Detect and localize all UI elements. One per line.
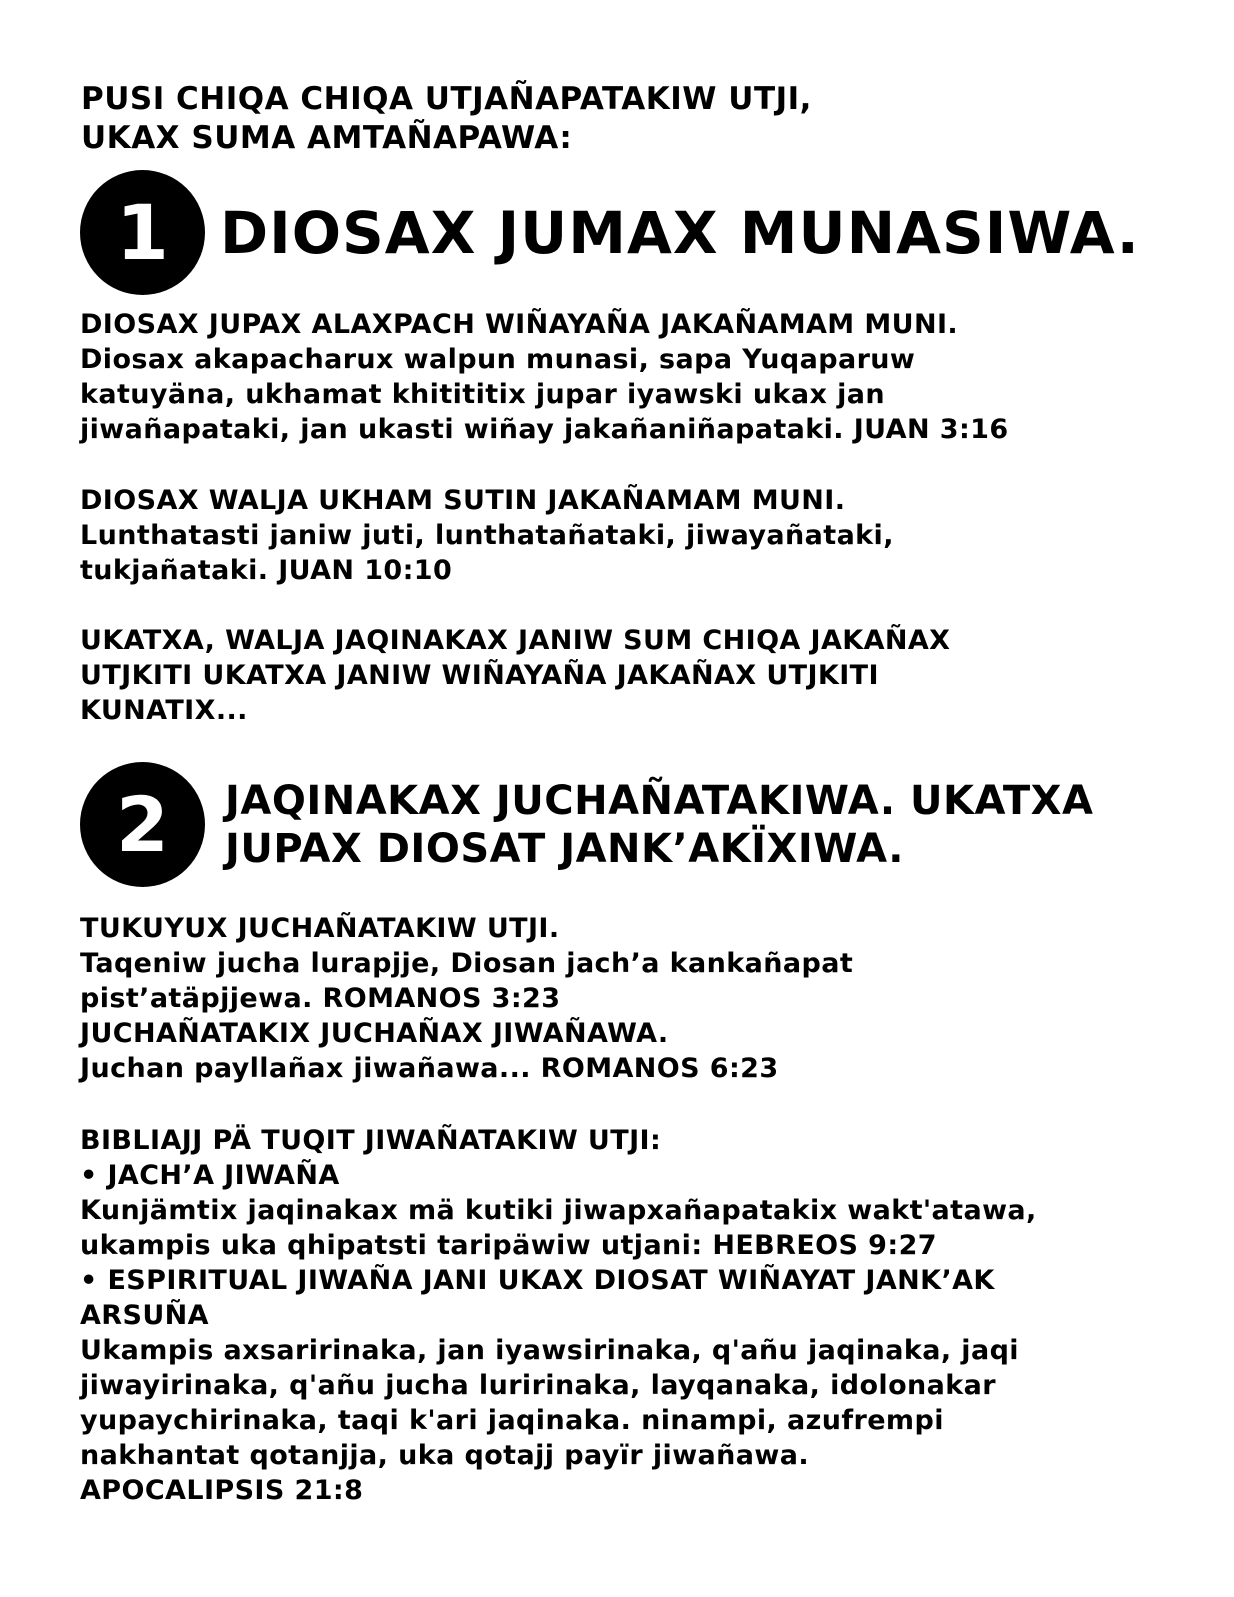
verse-heading: DIOSAX JUPAX ALAXPACH WIÑAYAÑA JAKAÑAMAM MUNI. [80,309,959,340]
verse-block-juan-3-16 [80,307,1180,447]
verse-text-line: Kunjämtix jaqinakax mä kutiki jiwapxañapatakix wakt'atawa, [80,1195,1037,1226]
verse-heading: TUKUYUX JUCHAÑATAKIW UTJI. [80,913,560,944]
point-2-header [80,762,1093,887]
point-1-title: DIOSAX JUMAX MUNASIWA. [220,198,1140,267]
verse-text-line: jiwayirinaka, q'añu jucha luririnaka, layqanaka, idolonakar [80,1370,996,1401]
verse-text-line: yupaychirinaka, taqi k'ari jaqinaka. ninampi, azufrempi [80,1405,944,1436]
intro-line: PUSI CHIQA CHIQA UTJAÑAPATAKIW UTJI, [81,81,812,117]
verse-text-line: jiwañapataki, jan ukasti wiñay jakañaniñapataki. JUAN 3:16 [80,414,1009,445]
verse-text-line: Ukampis axsaririnaka, jan iyawsirinaka, q'añu jaqinaka, jaqi [80,1335,1019,1366]
number-badge-2: 2 [80,762,205,887]
verse-text-line: pist’atäpjjewa. ROMANOS 3:23 [80,983,561,1014]
transition-paragraph [80,623,1180,728]
verse-text-line: Diosax akapacharux walpun munasi, sapa Yuqaparuw [80,344,916,375]
bullet-heading: • ESPIRITUAL JIWAÑA JANI UKAX DIOSAT WIÑAYAT JANK’AK [80,1265,995,1296]
verse-reference: APOCALIPSIS 21:8 [80,1475,364,1506]
verse-text-line: tukjañataki. JUAN 10:10 [80,555,453,586]
point-2-title [225,777,1093,873]
verse-block-romanos [80,911,1180,1086]
verse-text-line: Juchan payllañax jiwañawa... ROMANOS 6:23 [80,1053,779,1084]
number-badge-1: 1 [80,170,205,295]
verse-text-line: Taqeniw jucha lurapjje, Diosan jach’a kankañapat [80,948,854,979]
verse-block-two-deaths [80,1123,1180,1508]
intro-heading [81,80,1161,158]
bullet-heading: ARSUÑA [80,1300,209,1331]
verse-text-line: katuyäna, ukhamat khitititix jupar iyawski ukax jan [80,379,885,410]
paragraph-line: UKATXA, WALJA JAQINAKAX JANIW SUM CHIQA JAKAÑAX [80,625,951,656]
verse-heading: DIOSAX WALJA UKHAM SUTIN JAKAÑAMAM MUNI. [80,485,846,516]
verse-heading: JUCHAÑATAKIX JUCHAÑAX JIWAÑAWA. [80,1018,669,1049]
intro-line: UKAX SUMA AMTAÑAPAWA: [81,120,573,156]
verse-text-line: nakhantat qotanjja, uka qotajj payïr jiwañawa. [80,1440,810,1471]
point-1-header [80,170,1140,295]
paragraph-line: UTJKITI UKATXA JANIW WIÑAYAÑA JAKAÑAX UTJKITI [80,660,879,691]
point-2-title-line: JAQINAKAX JUCHAÑATAKIWA. UKATXA [225,777,1094,824]
verse-block-juan-10-10 [80,483,1180,588]
paragraph-line: KUNATIX... [80,695,248,726]
point-2-title-line: JUPAX DIOSAT JANK’AKÏXIWA. [225,825,904,872]
verse-text-line: ukampis uka qhipatsti taripäwiw utjani: HEBREOS 9:27 [80,1230,937,1261]
verse-heading: BIBLIAJJ PÄ TUQIT JIWAÑATAKIW UTJI: [80,1125,662,1156]
verse-text-line: Lunthatasti janiw juti, lunthatañataki, jiwayañataki, [80,520,894,551]
bullet-heading: • JACH’A JIWAÑA [80,1160,340,1191]
